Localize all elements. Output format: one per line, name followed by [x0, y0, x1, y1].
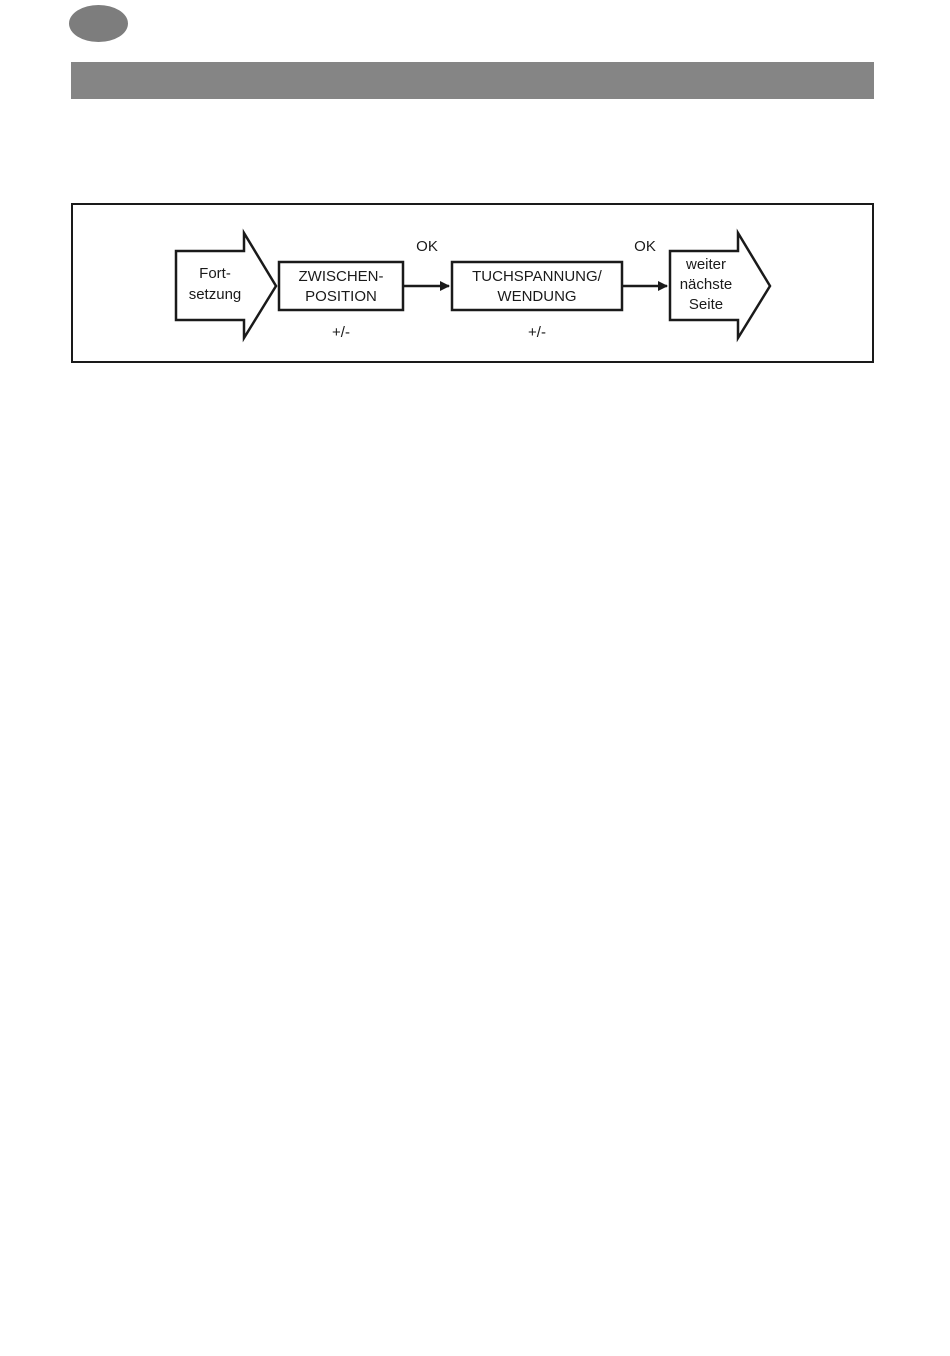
step2-line-2: WENDUNG [497, 288, 577, 305]
next-arrow-line-1: weiter [685, 256, 727, 273]
step1-line-1: ZWISCHEN- [298, 268, 384, 285]
step2-adjust-label: +/- [528, 324, 546, 341]
next-page-arrow [670, 233, 770, 338]
confirm-label-1: OK [416, 238, 438, 255]
flow-diagram-frame [71, 203, 874, 363]
confirm-label-2: OK [634, 238, 656, 255]
next-arrow-line-3: Seite [688, 296, 724, 313]
step2-line-1: TUCHSPANNUNG/ [472, 268, 602, 285]
step-zwischenposition [279, 262, 403, 310]
step-tuchspannung-wendung [452, 262, 622, 310]
flow-diagram [73, 205, 872, 361]
step1-adjust-label: +/- [332, 324, 350, 341]
start-arrow-line-2: setzung [188, 286, 242, 303]
step1-line-2: POSITION [305, 288, 377, 305]
start-arrow [176, 233, 276, 338]
start-arrow-line-1: Fort- [199, 265, 231, 282]
section-header-bar [71, 62, 874, 99]
next-arrow-line-2: nächste [679, 276, 733, 293]
page-marker-dot [69, 5, 128, 42]
